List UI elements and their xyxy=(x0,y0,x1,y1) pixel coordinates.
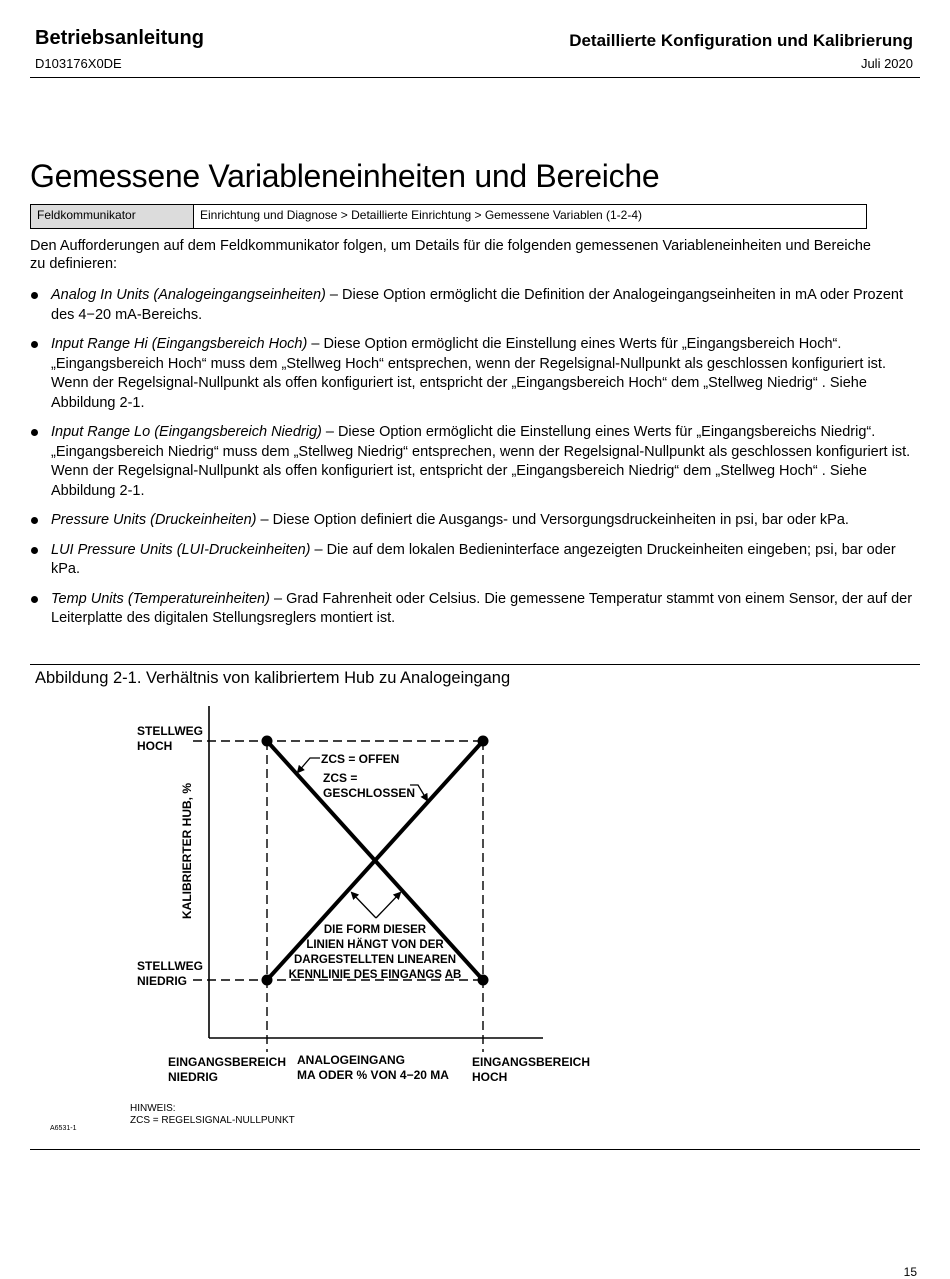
manual-title: Betriebsanleitung xyxy=(35,27,204,49)
intro-paragraph: Den Aufforderungen auf dem Feldkommunikator folgen, um Details für die folgenden gemessenen Variableneinheiten und Bereiche zu definieren: xyxy=(30,238,871,272)
shape-note-pointer-right xyxy=(376,893,400,918)
option-description: – Die auf dem lokalen Bedieninterface angezeigten Druckeinheiten eingeben; psi, bar oder kPa. xyxy=(51,541,896,577)
option-description: – Diese Option definiert die Ausgangs- und Versorgungsdruckeinheiten in psi, bar oder kPa. xyxy=(256,512,849,528)
travel-low-label: NIEDRIG xyxy=(137,974,188,988)
travel-high-label: HOCH xyxy=(137,739,173,753)
option-term: Temp Units (Temperatureinheiten) xyxy=(51,590,270,607)
zcs-open-label: ZCS = OFFEN xyxy=(321,752,400,766)
option-description: – Diese Option ermöglicht die Einstellung eines Werts für „Eingangsbereichs Niedrig“. „Eingangsbereich Niedrig“ muss dem „Stellweg Niedrig“ entsprechen, wenn der Regelsignal-Nullpunkt als geschlossen konfiguriert ist. Wenn der Regelsignal-Nullpunkt als offen konfiguriert ist, entspricht der „Eingangsbereich Niedrig“ dem „Stellweg Hoch“ . Siehe Abbildung 2-1. xyxy=(51,424,911,499)
document-number: D103176X0DE xyxy=(35,56,122,71)
travel-high-label: STELLWEG xyxy=(137,724,203,738)
page-number: 15 xyxy=(903,1265,917,1279)
figure-id: A6531-1 xyxy=(50,1125,77,1132)
travel-low-label: STELLWEG xyxy=(137,959,203,973)
figure-note-heading: HINWEIS: xyxy=(130,1103,176,1114)
menu-path-value: Einrichtung und Diagnose > Detaillierte Einrichtung > Gemessene Variablen (1-2-4) xyxy=(200,208,643,222)
shape-note: DIE FORM DIESER xyxy=(323,924,427,936)
figure-bottom-rule xyxy=(30,1149,920,1150)
option-term: Analog In Units (Analogeingangseinheiten) xyxy=(51,287,326,303)
input-low-label: EINGANGSBEREICH xyxy=(168,1055,287,1069)
option-term: LUI Pressure Units (LUI-Druckeinheiten) xyxy=(51,541,311,558)
point-input-high-travel-low xyxy=(478,975,489,986)
point-input-high-travel-high xyxy=(478,736,489,747)
point-input-low-travel-low xyxy=(262,975,273,986)
figure-note-text: ZCS = REGELSIGNAL-NULLPUNKT xyxy=(130,1115,295,1126)
shape-note: DARGESTELLTEN LINEAREN xyxy=(293,954,457,966)
option-term: Input Range Hi (Eingangsbereich Hoch) xyxy=(51,336,308,352)
y-axis-label: KALIBRIERTER HUB, % xyxy=(180,782,194,920)
option-term: Pressure Units (Druckeinheiten) xyxy=(51,512,257,528)
zcs-open-pointer xyxy=(298,758,320,772)
shape-note-pointer-left xyxy=(352,893,376,918)
shape-note: LINIEN HÄNGT VON DER xyxy=(306,939,444,951)
input-high-label: HOCH xyxy=(472,1070,508,1084)
x-axis-label: ANALOGEINGANG xyxy=(297,1053,405,1067)
zcs-closed-label: GESCHLOSSEN xyxy=(323,786,416,800)
chapter-title: Detaillierte Konfiguration und Kalibrierung xyxy=(569,31,913,50)
option-description: – Diese Option ermöglicht die Einstellung eines Werts für „Eingangsbereich Hoch“. „Eingangsbereich Hoch“ muss dem „Stellweg Hoch“ entsprechen, wenn der Regelsignal-Nullpunkt als geschlossen konfiguriert ist. Wenn der Regelsignal-Nullpunkt als offen konfiguriert ist, entspricht der „Eingangsbereich Hoch“ dem „Stellweg Niedrig“ . Siehe Abbildung 2-1. xyxy=(51,336,886,411)
shape-note: KENNLINIE DES EINGANGS AB xyxy=(288,969,462,981)
input-low-label: NIEDRIG xyxy=(168,1070,219,1084)
publication-date: Juli 2020 xyxy=(860,56,913,71)
option-description: – Diese Option ermöglicht die Definition der Analogeingangseinheiten in mA oder Prozent des 4−20 mA-Bereichs. xyxy=(51,287,904,323)
x-axis-label: MA ODER % VON 4−20 MA xyxy=(297,1068,449,1082)
menu-path-label: Feldkommunikator xyxy=(31,205,194,228)
zcs-closed-label: ZCS = xyxy=(323,771,358,785)
figure-title: Abbildung 2-1. Verhältnis von kalibriertem Hub zu Analogeingang xyxy=(35,669,511,687)
point-input-low-travel-high xyxy=(262,736,273,747)
input-high-label: EINGANGSBEREICH xyxy=(472,1055,591,1069)
option-description: – Grad Fahrenheit oder Celsius. Die gemessene Temperatur stammt von einem Sensor, der auf der Leiterplatte des digitalen Stellungsreglers montiert ist. xyxy=(51,590,913,626)
option-term: Input Range Lo (Eingangsbereich Niedrig) xyxy=(51,424,322,440)
section-title: Gemessene Variableneinheiten und Bereiche xyxy=(30,158,660,194)
